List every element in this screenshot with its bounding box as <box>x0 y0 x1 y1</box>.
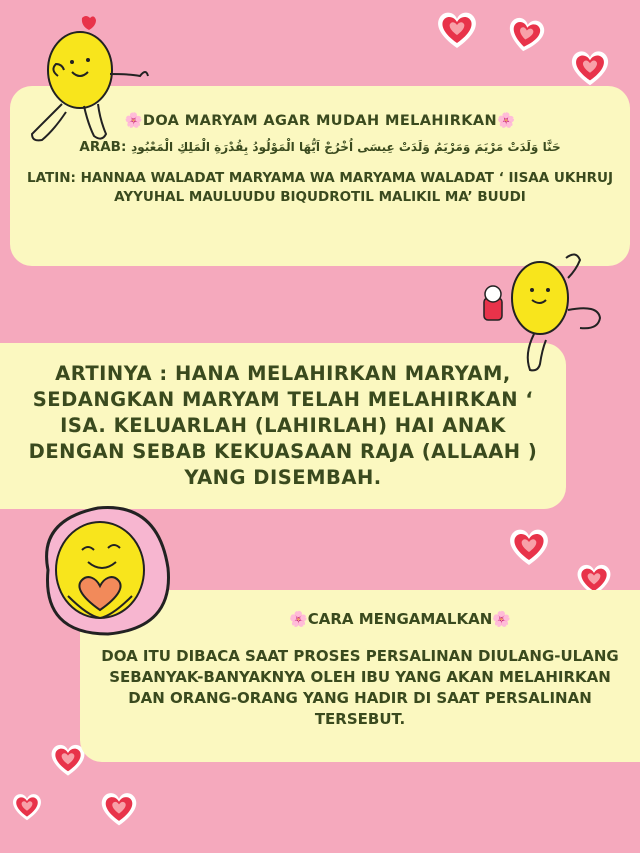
artinya-text: ARTINYA : HANA MELAHIRKAN MARYAM, SEDANGKAN MARYAM TELAH MELAHIRKAN ‘ ISA. KELUARLAH (LAHIRLAH) HAI ANAK DENGAN SEBAB KEKUASAAN RAJA (ALLAAH ) YANG DISEMBAH. <box>28 362 538 489</box>
cara-body: DOA ITU DIBACA SAAT PROSES PERSALINAN DIULANG-ULANG SEBANYAK-BANYAKNYA OLEH IBU YANG AKAN MELAHIRKAN DAN ORANG-ORANG YANG HADIR DI SAAT PERSALINAN TERSEBUT. <box>101 647 619 728</box>
heart-icon <box>98 788 140 830</box>
flower-icon: 🌸 <box>492 610 511 628</box>
arab-label: ARAB: <box>79 139 127 155</box>
heart-icon <box>434 8 480 52</box>
flower-icon: 🌸 <box>124 113 143 129</box>
flower-icon: 🌸 <box>289 610 308 628</box>
heart-icon <box>568 46 612 90</box>
heart-icon <box>10 790 44 824</box>
heart-icon <box>506 525 552 569</box>
lemon-character-icon <box>474 250 614 380</box>
arab-text: حَنَّا وَلَدَتْ مَرْيَمَ وَمَرْيَمُ وَلَدَتْ عِيسَى اُخْرُجْ اَيُّهَا الْمَوْلُودُ بِقُدْرَةِ الْمَلِكِ الْمَعْبُودِ <box>131 140 561 154</box>
doa-title: 🌸DOA MARYAM AGAR MUDAH MELAHIRKAN🌸 <box>124 113 516 129</box>
latin-text: LATIN: HANNAA WALADAT MARYAMA WA MARYAMA WALADAT ‘ IISAA UKHRUJ AYYUHAL MAULUUDU BIQUDROTIL MALIKIL MA’ BUUDI <box>27 170 613 205</box>
lemon-character-icon <box>22 14 152 154</box>
flower-icon: 🌸 <box>497 113 516 129</box>
lemon-hug-character-icon <box>28 500 178 640</box>
heart-icon <box>502 11 551 60</box>
cara-title: 🌸CARA MENGAMALKAN🌸 <box>289 610 511 628</box>
